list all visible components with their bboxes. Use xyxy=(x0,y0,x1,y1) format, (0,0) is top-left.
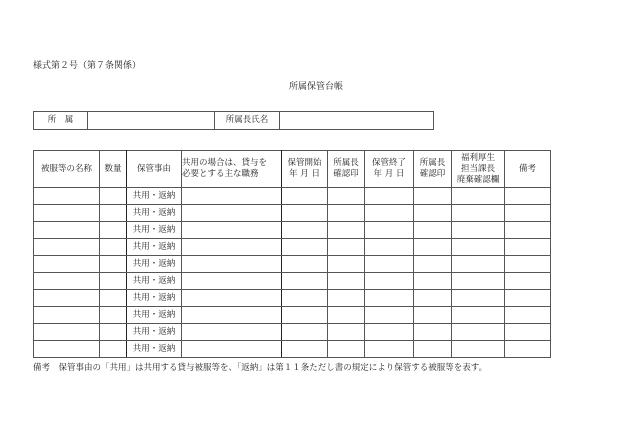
entry-cell[interactable] xyxy=(100,256,127,273)
form-number-label: 様式第２号（第７条関係） xyxy=(33,61,142,71)
entry-cell[interactable] xyxy=(328,273,365,290)
entry-cell[interactable] xyxy=(505,256,551,273)
entry-cell[interactable] xyxy=(328,222,365,239)
entry-cell[interactable] xyxy=(365,324,414,341)
table-row xyxy=(34,222,551,239)
entry-cell[interactable] xyxy=(100,341,127,358)
entry-cell[interactable] xyxy=(282,205,328,222)
entry-cell[interactable] xyxy=(414,307,452,324)
entry-cell[interactable] xyxy=(282,290,328,307)
entry-cell[interactable] xyxy=(414,324,452,341)
entry-cell[interactable] xyxy=(100,273,127,290)
head-name-field[interactable] xyxy=(280,112,434,130)
reason-cell: 共用・返納 xyxy=(127,290,182,307)
entry-cell[interactable] xyxy=(505,273,551,290)
entry-cell[interactable] xyxy=(328,324,365,341)
entry-cell[interactable] xyxy=(282,324,328,341)
entry-cell[interactable] xyxy=(452,290,505,307)
entry-cell[interactable] xyxy=(282,222,328,239)
entry-cell[interactable] xyxy=(34,324,100,341)
entry-cell[interactable] xyxy=(282,188,328,205)
reason-cell: 共用・返納 xyxy=(127,222,182,239)
entry-cell[interactable] xyxy=(365,256,414,273)
column-header: 所属長 確認印 xyxy=(414,151,452,188)
entry-cell[interactable] xyxy=(100,205,127,222)
entry-cell[interactable] xyxy=(100,290,127,307)
table-row xyxy=(34,256,551,273)
affiliation-field[interactable] xyxy=(88,112,215,130)
column-header: 被服等の名称 xyxy=(34,151,100,188)
entry-cell[interactable] xyxy=(452,307,505,324)
entry-cell[interactable] xyxy=(182,239,282,256)
entry-cell[interactable] xyxy=(34,273,100,290)
head-name-label: 所属長氏名 xyxy=(215,112,280,130)
table-row xyxy=(34,307,551,324)
header-row xyxy=(34,151,551,188)
entry-cell[interactable] xyxy=(452,205,505,222)
page-title: 所属保管台帳 xyxy=(289,82,344,92)
entry-cell[interactable] xyxy=(34,290,100,307)
entry-cell[interactable] xyxy=(282,273,328,290)
table-row xyxy=(34,341,551,358)
table-row xyxy=(34,324,551,341)
entry-cell[interactable] xyxy=(182,205,282,222)
entry-cell[interactable] xyxy=(328,307,365,324)
entry-cell[interactable] xyxy=(34,341,100,358)
column-header: 数量 xyxy=(100,151,127,188)
entry-cell[interactable] xyxy=(34,256,100,273)
entry-cell[interactable] xyxy=(282,307,328,324)
entry-cell[interactable] xyxy=(452,273,505,290)
entry-cell[interactable] xyxy=(100,222,127,239)
entry-cell[interactable] xyxy=(182,341,282,358)
entry-cell[interactable] xyxy=(365,239,414,256)
column-header: 保管事由 xyxy=(127,151,182,188)
reason-cell: 共用・返納 xyxy=(127,273,182,290)
entry-cell[interactable] xyxy=(182,222,282,239)
entry-cell[interactable] xyxy=(414,205,452,222)
entry-cell[interactable] xyxy=(365,307,414,324)
entry-cell[interactable] xyxy=(414,222,452,239)
entry-cell[interactable] xyxy=(505,188,551,205)
entry-cell[interactable] xyxy=(452,341,505,358)
entry-cell[interactable] xyxy=(34,222,100,239)
entry-cell[interactable] xyxy=(34,205,100,222)
entry-cell[interactable] xyxy=(100,239,127,256)
reason-cell: 共用・返納 xyxy=(127,341,182,358)
table-row xyxy=(34,273,551,290)
reason-cell: 共用・返納 xyxy=(127,324,182,341)
entry-cell[interactable] xyxy=(452,222,505,239)
entry-cell[interactable] xyxy=(182,324,282,341)
entry-cell[interactable] xyxy=(505,307,551,324)
entry-cell[interactable] xyxy=(414,290,452,307)
entry-cell[interactable] xyxy=(182,256,282,273)
footnote: 備考 保管事由の「共用」は共用する貸与被服等を、「返納」は第１１条ただし書の規定により保管する被服等を表す。 xyxy=(33,363,488,373)
reason-cell: 共用・返納 xyxy=(127,239,182,256)
reason-cell: 共用・返納 xyxy=(127,188,182,205)
entry-cell[interactable] xyxy=(414,188,452,205)
table-row xyxy=(34,290,551,307)
entry-cell[interactable] xyxy=(282,239,328,256)
entry-cell[interactable] xyxy=(505,290,551,307)
entry-cell[interactable] xyxy=(100,307,127,324)
column-header: 保管終了 年 月 日 xyxy=(365,151,414,188)
entry-cell[interactable] xyxy=(365,222,414,239)
entry-cell[interactable] xyxy=(328,205,365,222)
entry-cell[interactable] xyxy=(505,222,551,239)
entry-cell[interactable] xyxy=(414,341,452,358)
reason-cell: 共用・返納 xyxy=(127,256,182,273)
column-header: 所属長 確認印 xyxy=(328,151,365,188)
entry-cell[interactable] xyxy=(328,341,365,358)
entry-cell[interactable] xyxy=(328,290,365,307)
entry-cell[interactable] xyxy=(34,188,100,205)
entry-cell[interactable] xyxy=(100,188,127,205)
column-header: 保管開始 年 月 日 xyxy=(282,151,328,188)
table-row xyxy=(34,239,551,256)
entry-cell[interactable] xyxy=(328,239,365,256)
entry-cell[interactable] xyxy=(182,307,282,324)
entry-cell[interactable] xyxy=(414,256,452,273)
column-header: 共用の場合は、貸与を 必要とする主な職務 xyxy=(182,151,282,188)
entry-cell[interactable] xyxy=(365,341,414,358)
entry-cell[interactable] xyxy=(365,188,414,205)
entry-cell[interactable] xyxy=(365,273,414,290)
entry-cell[interactable] xyxy=(100,324,127,341)
entry-cell[interactable] xyxy=(452,188,505,205)
entry-cell[interactable] xyxy=(34,239,100,256)
column-header: 備考 xyxy=(505,151,551,188)
entry-cell[interactable] xyxy=(182,188,282,205)
entry-cell[interactable] xyxy=(452,256,505,273)
reason-cell: 共用・返納 xyxy=(127,307,182,324)
entry-cell[interactable] xyxy=(282,341,328,358)
affiliation-table xyxy=(33,111,434,130)
entry-cell[interactable] xyxy=(182,290,282,307)
entry-cell[interactable] xyxy=(505,341,551,358)
entry-cell[interactable] xyxy=(505,205,551,222)
table-row xyxy=(34,205,551,222)
entry-cell[interactable] xyxy=(414,239,452,256)
entry-cell[interactable] xyxy=(452,239,505,256)
entry-cell[interactable] xyxy=(505,239,551,256)
entry-cell[interactable] xyxy=(182,273,282,290)
affiliation-label: 所 属 xyxy=(34,112,88,130)
entry-cell[interactable] xyxy=(365,205,414,222)
column-header: 福利厚生 担当課長 廃棄確認欄 xyxy=(452,151,505,188)
reason-cell: 共用・返納 xyxy=(127,205,182,222)
table-row xyxy=(34,188,551,205)
entry-cell[interactable] xyxy=(414,273,452,290)
entry-cell[interactable] xyxy=(365,290,414,307)
entry-cell[interactable] xyxy=(34,307,100,324)
entry-cell[interactable] xyxy=(505,324,551,341)
ledger-table xyxy=(33,150,551,358)
entry-cell[interactable] xyxy=(328,188,365,205)
entry-cell[interactable] xyxy=(452,324,505,341)
entry-cell[interactable] xyxy=(282,256,328,273)
entry-cell[interactable] xyxy=(328,256,365,273)
